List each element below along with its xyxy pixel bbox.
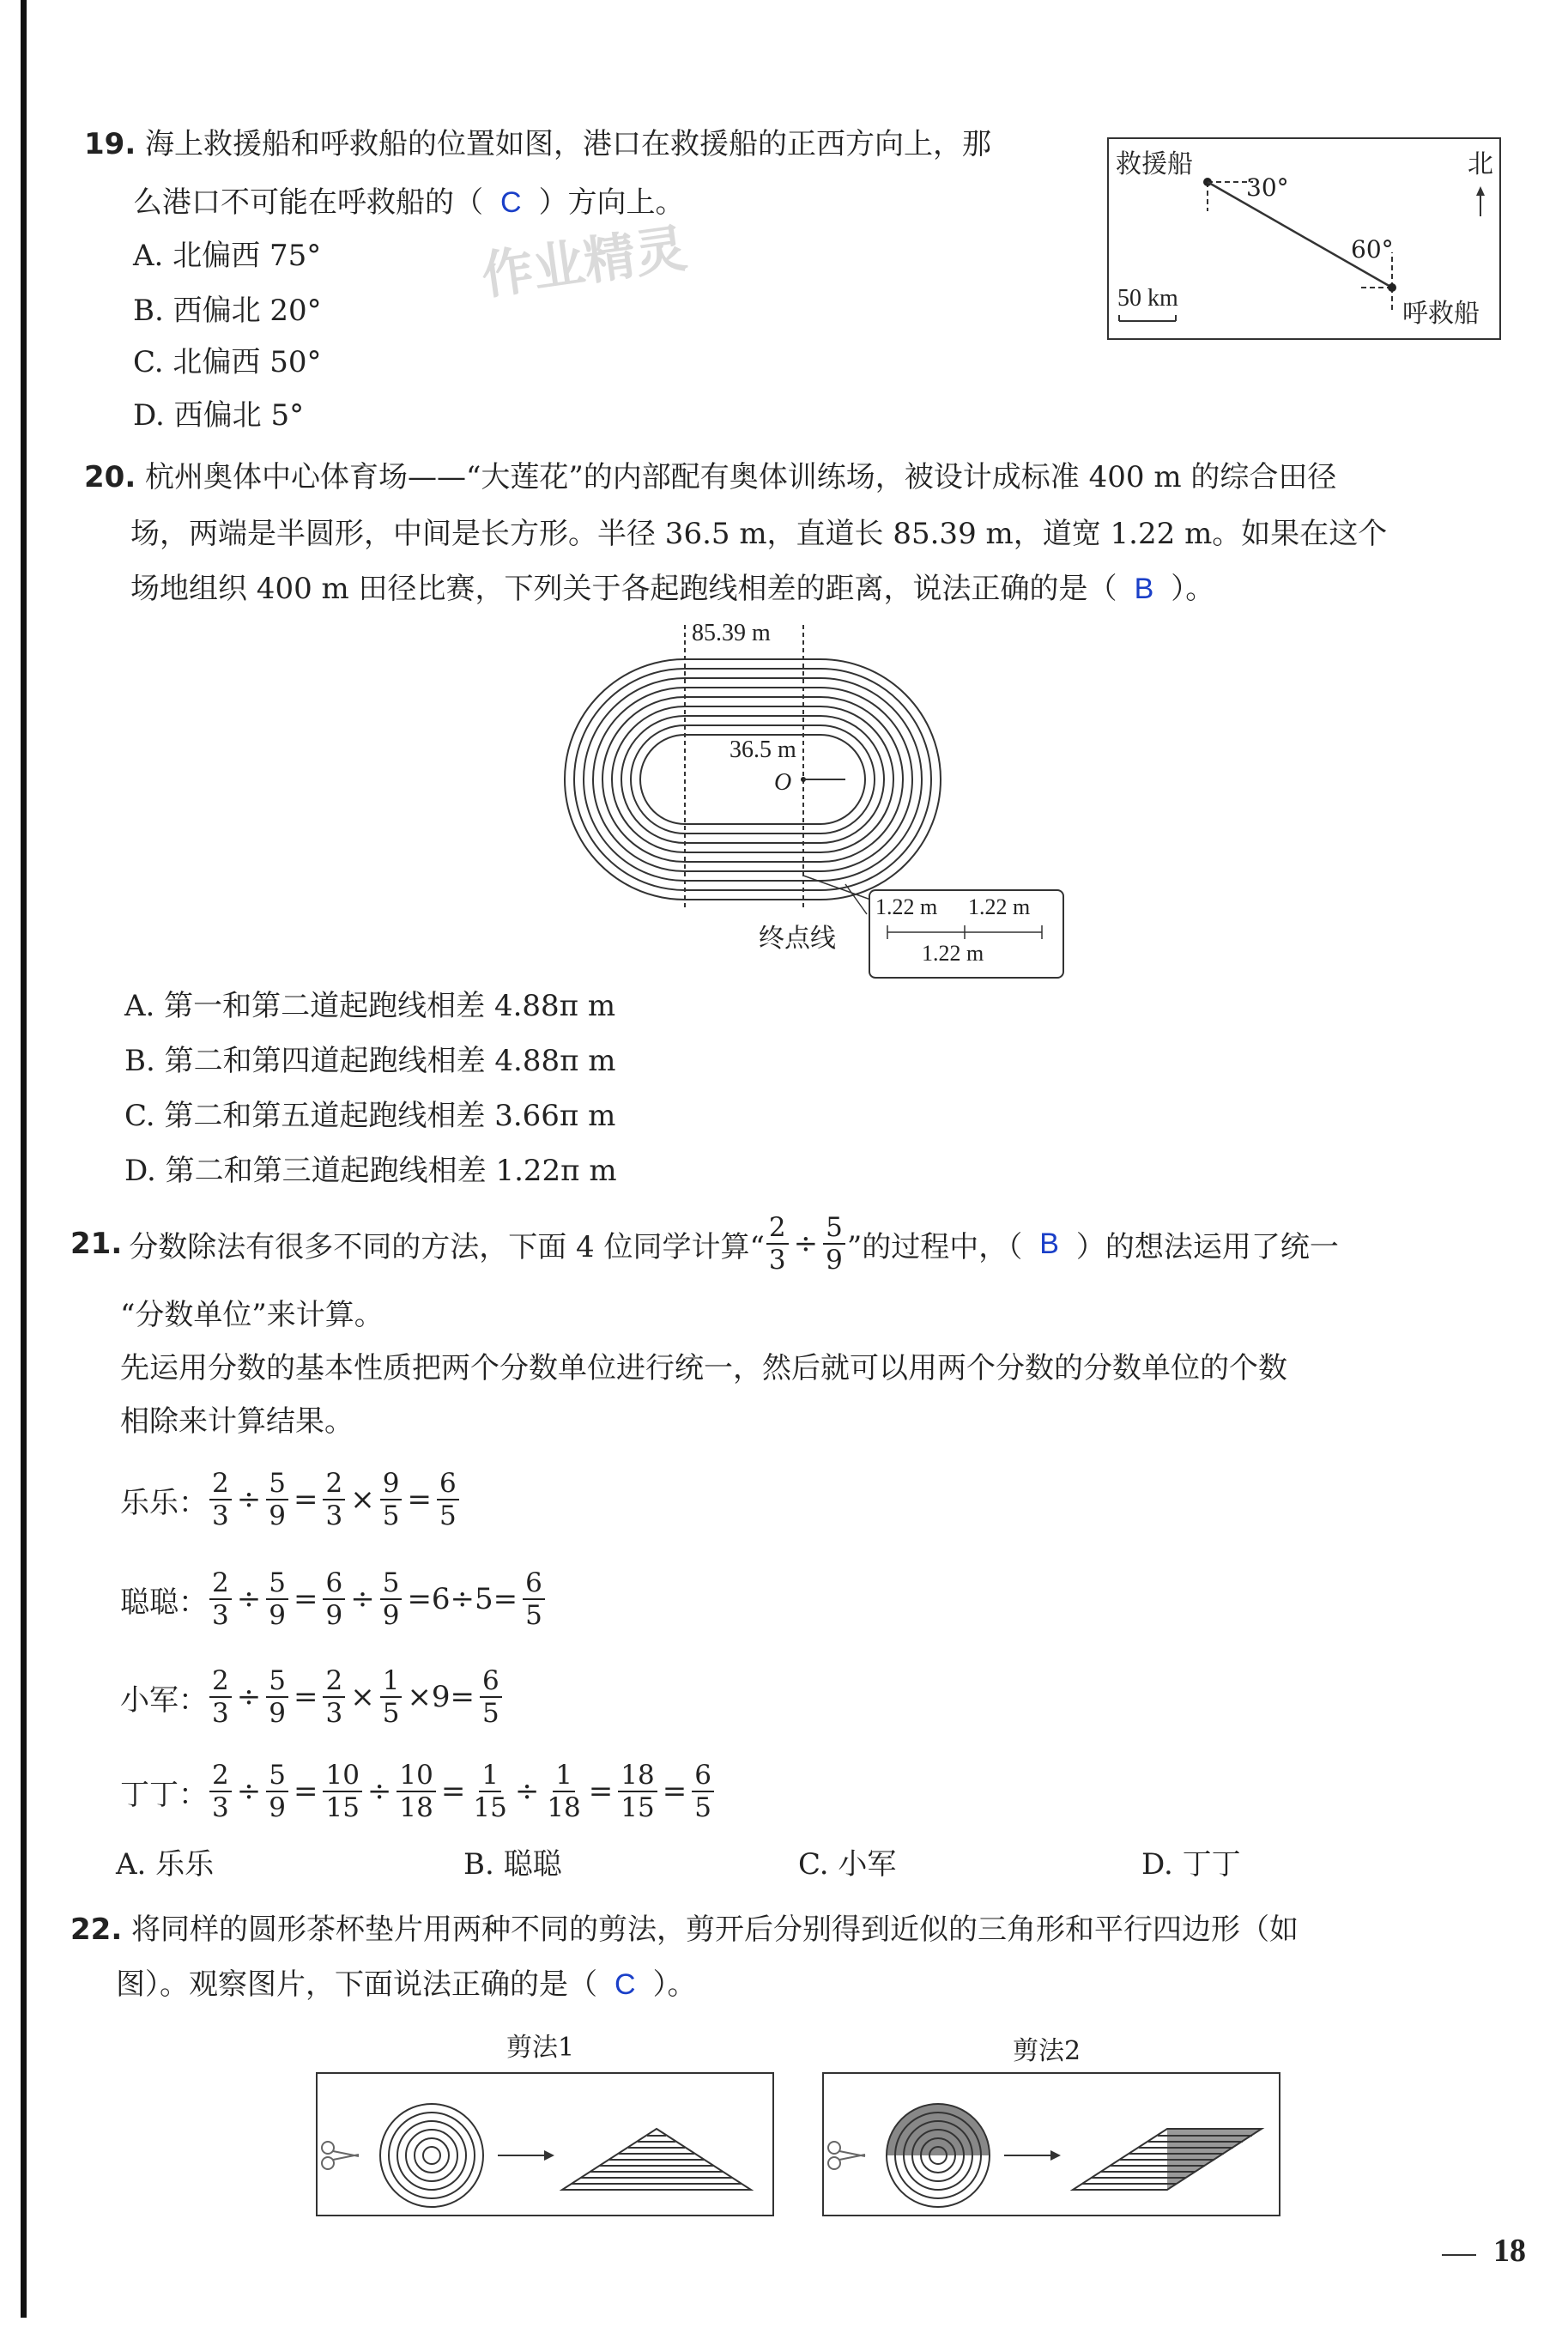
frac-num: 6 [692, 1760, 714, 1792]
operator: = [407, 1482, 432, 1517]
radius-label: 36.5 m [730, 737, 796, 763]
lane-6 [612, 706, 893, 852]
lane-width-arrows [870, 924, 1062, 941]
scissors-icon [828, 2142, 865, 2169]
lane-3 [584, 678, 922, 881]
north-label: 北 [1468, 149, 1493, 179]
page-number-dash [1442, 2254, 1476, 2256]
lane-width-3: 1.22 m [922, 941, 984, 966]
frac-den: 15 [325, 1792, 360, 1823]
frac-num: 10 [397, 1760, 435, 1792]
student-xiaojun-calc [120, 1665, 504, 1729]
frac-num: 2 [209, 1665, 232, 1698]
q20-text3-post: ）。 [1171, 572, 1215, 606]
student-congcong-calc [120, 1567, 547, 1631]
frac-den: 3 [212, 1500, 229, 1531]
frac-den: 3 [212, 1698, 229, 1729]
q19-option-a: A. 北偏西 75° [133, 239, 322, 273]
q20-line3 [130, 570, 1214, 608]
fraction [692, 1760, 714, 1823]
q22-text2-post: ）。 [652, 1967, 697, 2002]
fraction [618, 1760, 657, 1823]
q20-option-a: A. 第一和第二道起跑线相差 4.88π m [124, 989, 616, 1023]
q19-option-d: D. 西偏北 5° [133, 398, 305, 433]
operator: = [293, 1582, 318, 1616]
frac-den: 3 [212, 1600, 229, 1631]
student-name: 聪聪： [120, 1585, 208, 1620]
frac-num: 5 [266, 1665, 288, 1698]
operator: = [293, 1774, 318, 1809]
lane-width-1: 1.22 m [875, 894, 938, 919]
fraction [470, 1760, 509, 1823]
angle-30-label: 30° [1246, 173, 1289, 202]
operator: = [293, 1482, 318, 1517]
q22-text1: 将同样的圆形茶杯垫片用两种不同的剪法，剪开后分别得到近似的三角形和平行四边形（如 [131, 1913, 1299, 1947]
cut2-arrow-head [1050, 2150, 1061, 2161]
fraction [397, 1760, 435, 1823]
frac-num: 2 [766, 1212, 789, 1245]
north-arrow-head [1476, 186, 1485, 196]
cut1-title: 剪法1 [506, 2033, 575, 2063]
cut2-panel [822, 2072, 1280, 2216]
fraction [380, 1567, 403, 1631]
q21-option-d: D. 丁丁 [1141, 1847, 1241, 1882]
frac-num: 6 [523, 1567, 545, 1600]
operator: = [293, 1680, 318, 1714]
frac-den: 5 [439, 1500, 457, 1531]
q19-number: 19. [84, 127, 136, 161]
q21-text1-post: ）的想法运用了统一 [1075, 1229, 1339, 1264]
fraction [266, 1468, 288, 1531]
operator: = [440, 1774, 466, 1809]
fraction [437, 1468, 459, 1531]
q19-line2 [133, 184, 685, 221]
frac-den: 9 [269, 1698, 286, 1729]
operator: = [588, 1774, 614, 1809]
q19-answer: C [500, 186, 522, 219]
student-name: 丁丁： [120, 1777, 208, 1812]
q21-frac-a [766, 1212, 789, 1276]
operator: = [662, 1774, 687, 1809]
rescue-ship-label: 救援船 [1116, 149, 1193, 179]
cut2-title: 剪法2 [1013, 2036, 1081, 2066]
fraction [523, 1567, 545, 1631]
fraction [323, 1665, 345, 1729]
frac-num: 1 [553, 1760, 575, 1792]
q20-answer: B [1134, 573, 1154, 605]
frac-den: 15 [621, 1792, 655, 1823]
q21-answer: B [1039, 1227, 1059, 1260]
frac-num: 18 [618, 1760, 657, 1792]
lane-5 [602, 697, 903, 862]
fraction [380, 1468, 403, 1531]
q21-option-b: B. 聪聪 [463, 1847, 562, 1882]
q19-text1: 海上救援船和呼救船的位置如图，港口在救援船的正西方向上，那 [145, 127, 992, 161]
frac-num: 5 [266, 1468, 288, 1500]
frac-num: 6 [480, 1665, 502, 1698]
frac-num: 2 [209, 1567, 232, 1600]
q20-text1: 杭州奥体中心体育场——“大莲花”的内部配有奥体训练场，被设计成标准 400 m 的综合田径 [145, 460, 1337, 494]
operator: ÷ [350, 1582, 375, 1616]
frac-den: 9 [269, 1792, 286, 1823]
operator: × [350, 1482, 375, 1517]
frac-den: 9 [382, 1600, 400, 1631]
calc-expression [208, 1567, 547, 1631]
q21-frac-b [823, 1212, 845, 1276]
operator: ÷ [366, 1774, 392, 1809]
page-left-bar [21, 0, 27, 2318]
q19-option-c: C. 北偏西 50° [133, 345, 322, 379]
frac-num: 5 [823, 1212, 845, 1245]
scissors-icon [322, 2142, 359, 2169]
frac-num: 1 [479, 1760, 501, 1792]
frac-num: 10 [323, 1760, 361, 1792]
straight-length-label: 85.39 m [692, 620, 771, 646]
fraction [323, 1567, 345, 1631]
frac-num: 6 [323, 1567, 345, 1600]
fraction [266, 1567, 288, 1631]
q20-line1 [84, 458, 1336, 496]
frac-den: 9 [269, 1500, 286, 1531]
watermark: 作业精灵 [477, 218, 691, 307]
cut1-svg [318, 2074, 772, 2215]
frac-den: 3 [212, 1792, 229, 1823]
cut1-disc [380, 2104, 483, 2207]
q20-track-figure [549, 618, 1081, 987]
cut1-panel [316, 2072, 774, 2216]
q20-line2: 场，两端是半圆形，中间是长方形。半径 36.5 m，直道长 85.39 m，道宽 1.22 m。如果在这个 [130, 517, 1388, 551]
fraction [544, 1760, 583, 1823]
q21-number: 21. [70, 1227, 123, 1261]
frac-den: 5 [382, 1500, 400, 1531]
fraction [209, 1760, 232, 1823]
frac-den: 5 [382, 1698, 400, 1729]
fraction [209, 1567, 232, 1631]
q21-option-a: A. 乐乐 [116, 1847, 215, 1882]
operator: ÷ [236, 1774, 262, 1809]
lane-width-2: 1.22 m [968, 894, 1031, 919]
frac-num: 1 [380, 1665, 403, 1698]
operator: ÷ [236, 1482, 262, 1517]
frac-num: 2 [209, 1468, 232, 1500]
q21-line1 [70, 1212, 1339, 1276]
center-label: O [774, 769, 792, 796]
q22-line2 [116, 1966, 697, 2003]
fraction [323, 1760, 361, 1823]
student-lele-calc [120, 1468, 461, 1531]
q21-text1-mid: ”的过程中，（ [846, 1229, 1023, 1264]
operator: ÷ [514, 1774, 540, 1809]
fraction [266, 1665, 288, 1729]
q19-option-b: B. 西偏北 20° [133, 294, 322, 328]
q21-div-sign: ÷ [793, 1227, 819, 1261]
cut1-triangle [562, 2129, 751, 2190]
frac-den: 15 [473, 1792, 507, 1823]
q20-option-c: C. 第二和第五道起跑线相差 3.66π m [124, 1099, 616, 1133]
q20-number: 20. [84, 460, 136, 494]
frac-den: 5 [482, 1698, 499, 1729]
distress-ship-label: 呼救船 [1402, 299, 1480, 329]
q20-text3-pre: 场地组织 400 m 田径比赛，下列关于各起跑线相差的距离，说法正确的是（ [130, 572, 1117, 606]
student-dingding-calc [120, 1760, 716, 1823]
calc-expression [208, 1665, 504, 1729]
frac-den: 9 [325, 1600, 343, 1631]
frac-num: 2 [209, 1760, 232, 1792]
fraction [380, 1665, 403, 1729]
frac-num: 6 [437, 1468, 459, 1500]
q20-option-d: D. 第二和第三道起跑线相差 1.22π m [124, 1154, 617, 1188]
fraction [266, 1760, 288, 1823]
fraction [209, 1665, 232, 1729]
fraction [209, 1468, 232, 1531]
frac-num: 5 [266, 1760, 288, 1792]
frac-den: 5 [694, 1792, 711, 1823]
q19-figure [1107, 137, 1501, 340]
frac-num: 9 [380, 1468, 403, 1500]
frac-num: 5 [266, 1567, 288, 1600]
q22-number: 22. [70, 1913, 123, 1947]
frac-den: 5 [525, 1600, 542, 1631]
width-pointer [845, 884, 867, 914]
q21-text1-pre: 分数除法有很多不同的方法，下面 4 位同学计算“ [129, 1229, 765, 1264]
cut1-arrow-head [544, 2150, 554, 2161]
q22-line1 [70, 1911, 1299, 1949]
q21-option-c: C. 小军 [798, 1847, 897, 1882]
frac-den: 9 [269, 1600, 286, 1631]
frac-den: 3 [325, 1500, 343, 1531]
frac-num: 5 [380, 1567, 403, 1600]
student-name: 小军： [120, 1682, 208, 1718]
q21-line3: 先运用分数的基本性质把两个分数单位进行统一，然后就可以用两个分数的分数单位的个数 [120, 1351, 1287, 1385]
lane-2 [574, 669, 931, 890]
q22-answer: C [614, 1968, 636, 2001]
q21-line2: “分数单位”来计算。 [120, 1298, 384, 1332]
frac-num: 2 [323, 1468, 345, 1500]
frac-den: 18 [399, 1792, 433, 1823]
student-name: 乐乐： [120, 1485, 208, 1520]
angle-60-label: 60° [1351, 235, 1394, 264]
calc-expression [208, 1468, 461, 1531]
frac-den: 9 [826, 1245, 843, 1276]
scale-label: 50 km [1117, 285, 1178, 312]
finish-line-label: 终点线 [759, 924, 836, 954]
operator: × [350, 1680, 375, 1714]
frac-den: 18 [547, 1792, 581, 1823]
distress-ship-point [1388, 283, 1396, 292]
q19-line1 [84, 125, 991, 163]
frac-num: 2 [323, 1665, 345, 1698]
cut2-svg [824, 2074, 1279, 2215]
lane-width-callout [869, 889, 1064, 979]
q20-option-b: B. 第二和第四道起跑线相差 4.88π m [124, 1044, 616, 1078]
operator: ÷ [236, 1582, 262, 1616]
fraction [323, 1468, 345, 1531]
q19-text2-pre: 么港口不可能在呼救船的（ [133, 185, 483, 220]
page-number: 18 [1493, 2233, 1526, 2269]
frac-den: 3 [768, 1245, 786, 1276]
q21-line4: 相除来计算结果。 [120, 1404, 354, 1439]
track-lanes [565, 659, 941, 900]
q22-text2-pre: 图）。观察图片，下面说法正确的是（ [116, 1967, 597, 2002]
operator: =6÷5= [407, 1582, 518, 1616]
operator: ÷ [236, 1680, 262, 1714]
frac-den: 3 [325, 1698, 343, 1729]
operator: ×9= [407, 1680, 475, 1714]
q19-text2-post: ）方向上。 [538, 185, 685, 220]
calc-expression [208, 1760, 716, 1823]
fraction [480, 1665, 502, 1729]
